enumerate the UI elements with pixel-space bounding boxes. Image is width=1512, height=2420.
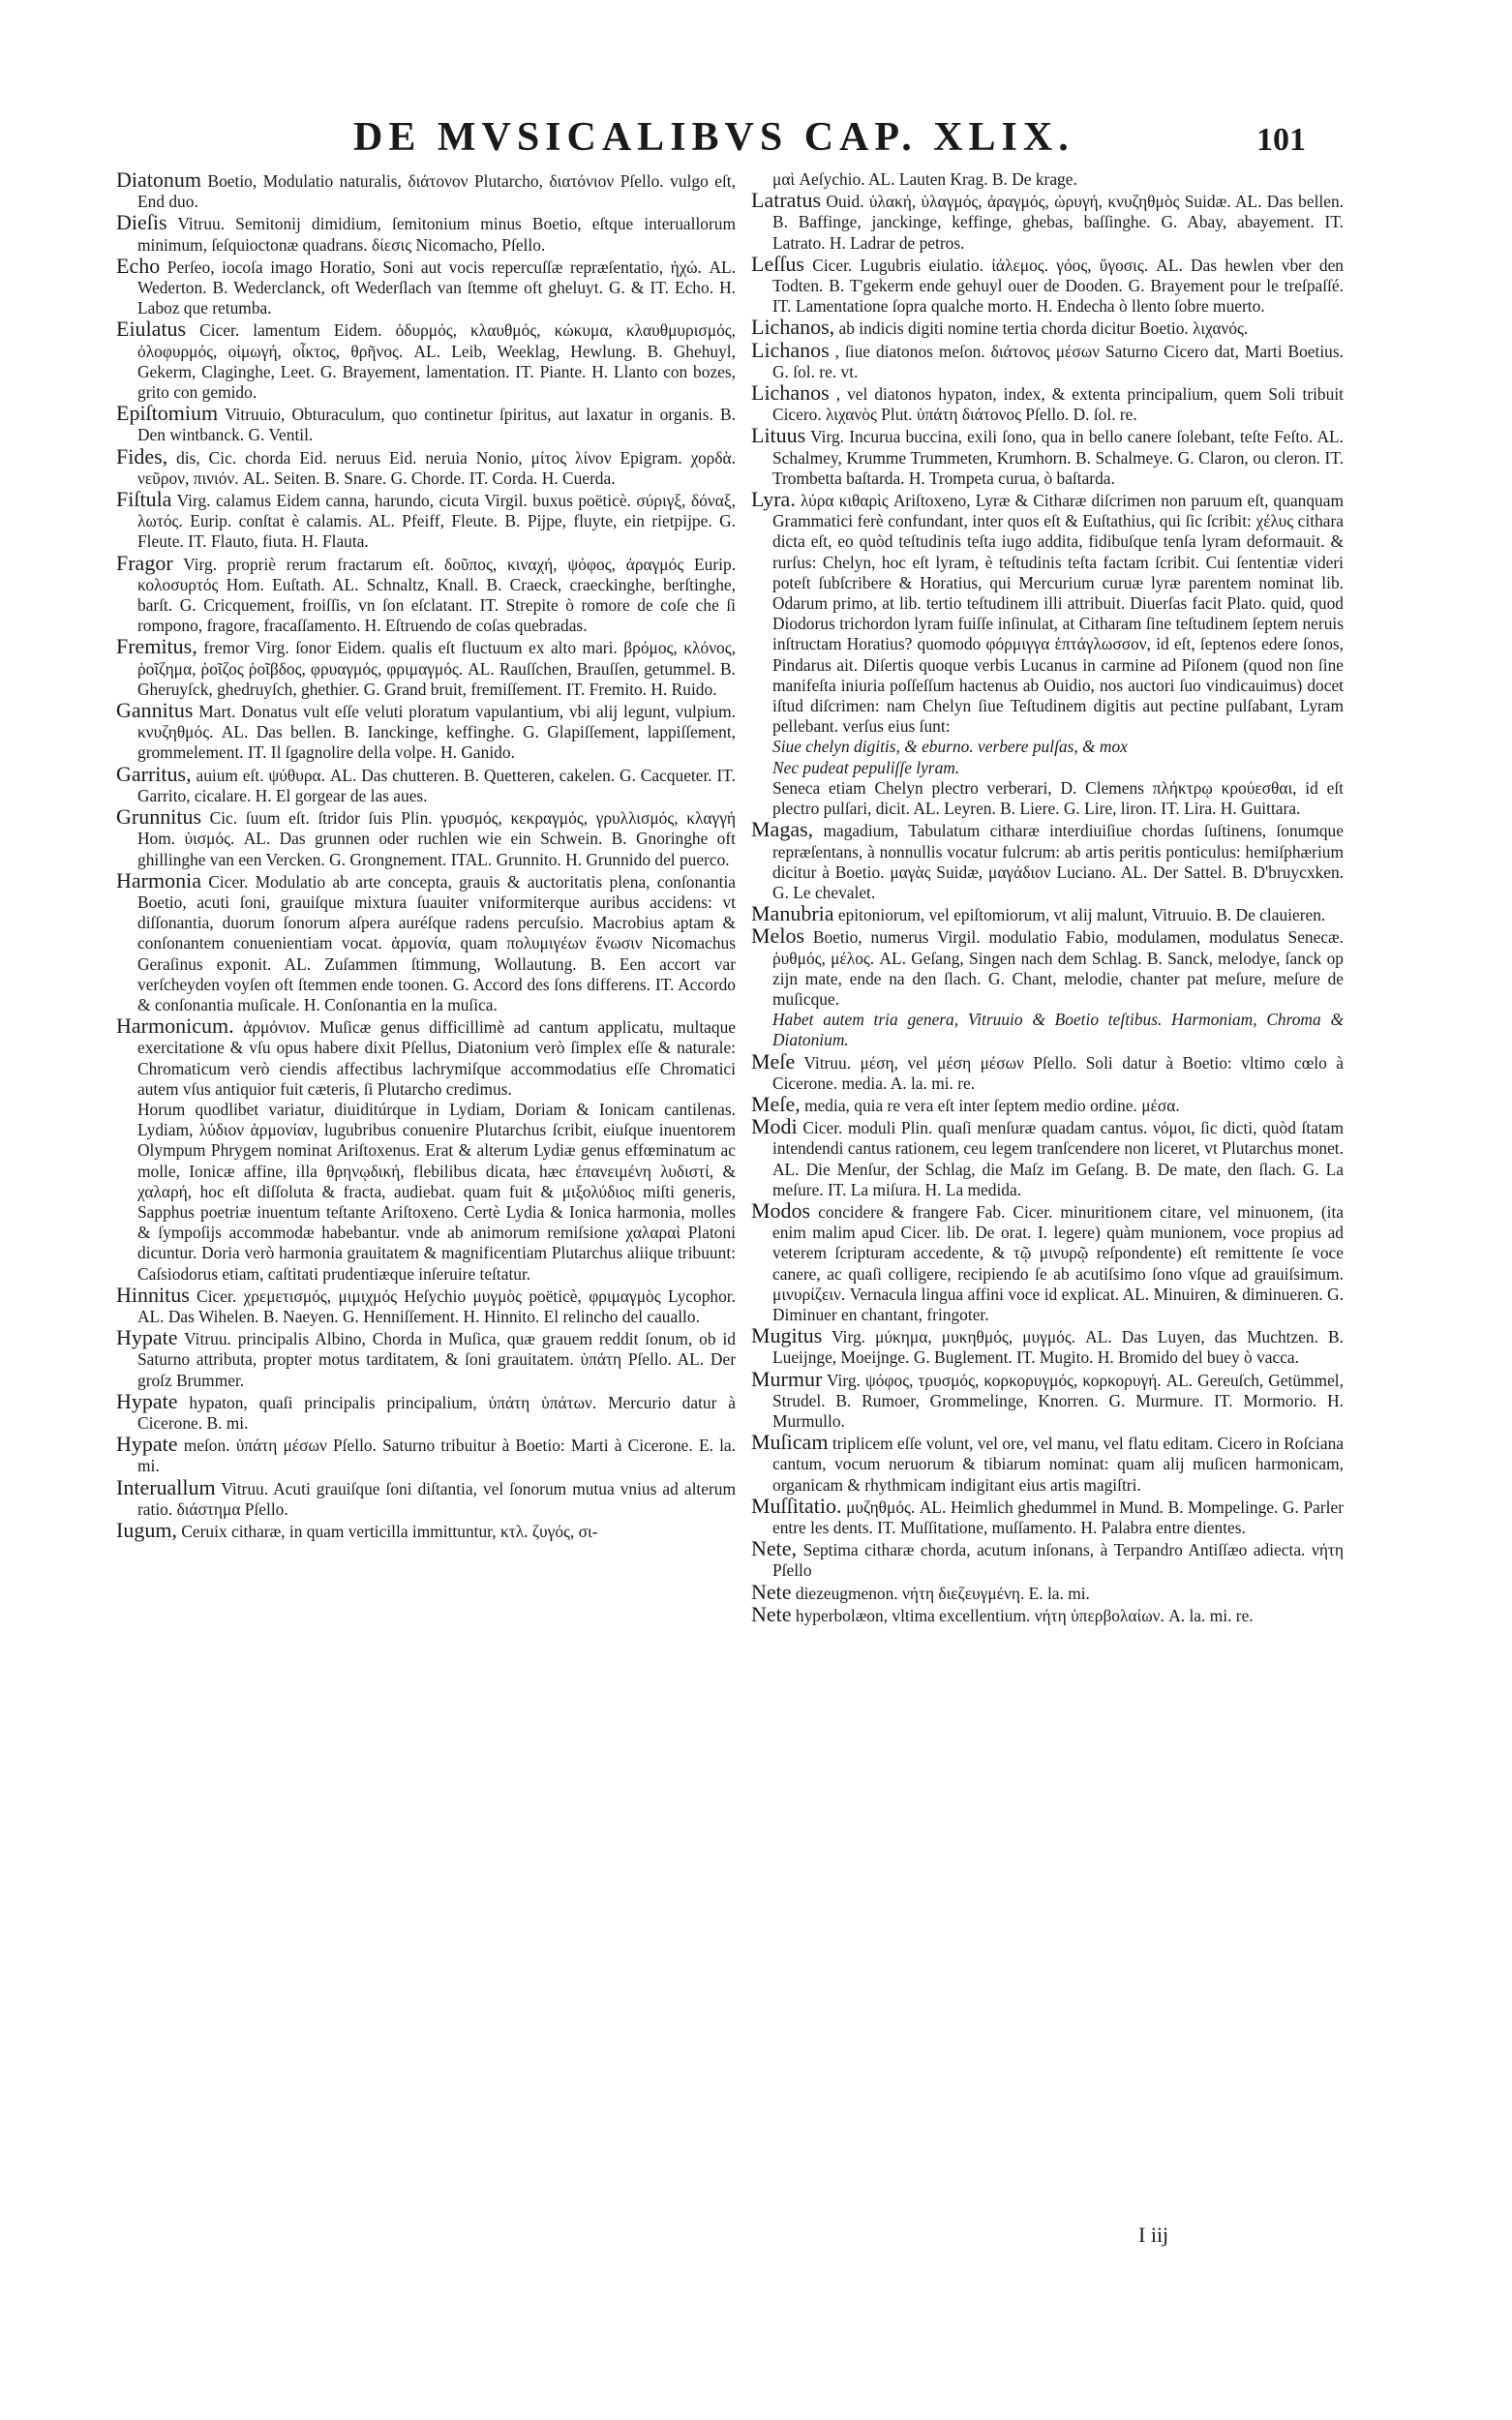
left-column	[116, 169, 736, 1542]
signature-mark: I iij	[1138, 2223, 1169, 2247]
entry-headword: Mugitus	[751, 1323, 823, 1348]
entry-definition: fremor Virg. ſonor Eidem. qualis eſt fluctuum ex alto mari. βρόμος, κλόνος, ῥοῖζημα, ῥοῖζος ῥοῖβδος, φρυαγμός, φριμαγμός. AL. Rauſſchen, Brauſſen, getummel. B. Gheruyſck, ghedruyſch, ghethier. G. Grand bruit, fremiſſement. IT. Fremito. H. Ruido.	[137, 638, 736, 699]
dictionary-entry	[116, 1327, 736, 1391]
entry-definition: ab indicis digiti nomine tertia chorda dicitur Boetio. λιχανός.	[838, 318, 1249, 339]
page-number: 101	[1256, 122, 1306, 158]
dictionary-entry	[116, 489, 736, 553]
entry-definition: Habet autem tria genera, Vitruuio & Boetio teſtibus. Harmoniam, Chroma & Diatonium.	[772, 1010, 1344, 1050]
entry-definition: Vitruu. principalis Albino, Chorda in Muſica, quæ grauem reddit ſonum, ob id Saturno attributa, propter motus tarditatem, & ſoni grauitatem. ὑπάτη Pſello. AL. Der groſz Brummer.	[137, 1329, 736, 1390]
entry-headword: Nete	[751, 1579, 792, 1604]
dictionary-entry	[116, 1434, 736, 1476]
entry-headword: Lichanos	[751, 380, 830, 406]
entry-definition: Cicer. χρεμετισμός, μιμιχμός Heſychio μυγμὸς poëticè, φριμαγμὸς Lycophor. AL. Das Wihelen. B. Naeyen. G. Henniſſement. H. Hinnito. El relincho del cauallo.	[137, 1286, 736, 1326]
entry-headword: Lituus	[751, 423, 806, 448]
entry-definition: Ceruix citharæ, in quam verticilla immittuntur, κτλ. ζυγός, σι-	[181, 1522, 598, 1541]
dictionary-entry	[751, 1366, 1344, 1433]
dictionary-entry	[751, 1493, 1344, 1538]
dictionary-entry	[116, 403, 736, 445]
entry-definition: auium eſt. ψύθυρα. AL. Das chutteren. B. Quetteren, cakelen. G. Cacqueter. IT. Garrito, cicalare. H. El gorgear de las aues.	[137, 765, 736, 805]
entry-definition: ἁρμόνιον. Muſicæ genus difficillimè ad cantum applicatu, multaque exercitatione & vſu opus habere dixit Pſellus, Diatonium verò ſimplex eſſe & naturale: Chromaticum verò ciendis affectibus lachrymiſque accommodatius eſſe Chromatici autem vſus antiquior fuit cæteris, ſi Plutarcho credimus.	[137, 1017, 736, 1099]
entry-definition: Virg. propriè rerum fractarum eſt. δοῦπος, κιναχή, ψόφος, ἀραγμός Eurip. κολοσυρτός Hom. Euſtath. AL. Schnaltz, Knall. B. Craeck, craeckinghe, berſtinghe, barſt. G. Cricquement, froiſſis, vn ſon eſclatant. IT. Strepite ò romore de coſe che ſi rompono, fragore, fracaſſamento. H. Eſtruendo de coſas quebradas.	[137, 554, 736, 636]
dictionary-entry	[116, 1474, 736, 1520]
entry-headword: Lyra.	[751, 487, 796, 512]
entry-definition: , ſiue diatonos meſon. διάτονος μέσων Saturno Cicero dat, Marti Boetius. G. ſol. re. vt.	[772, 341, 1344, 381]
entry-headword: Lichanos	[751, 337, 830, 362]
entry-headword: Lichanos,	[751, 315, 835, 340]
entry-definition: Vitruu. Acuti grauiſque ſoni diſtantia, vel ſonorum mutua vnius ad alterum ratio. διάστημα Pſello.	[137, 1478, 736, 1519]
dictionary-entry	[751, 1116, 1344, 1200]
dictionary-entry	[751, 169, 1344, 190]
dictionary-entry	[751, 1538, 1344, 1581]
entry-headword: Muſſitatio.	[751, 1493, 842, 1518]
dictionary-entry	[116, 636, 736, 700]
dictionary-entry	[751, 1601, 1344, 1626]
entry-definition: media, quia re vera eſt inter ſeptem medio ordine. μέσα.	[804, 1095, 1180, 1115]
dictionary-entry	[751, 1197, 1344, 1325]
entry-headword: Gannitus	[116, 698, 194, 723]
dictionary-entry	[116, 1100, 736, 1285]
entry-definition: triplicem eſſe volunt, vel ore, vel manu, vel flatu editam. Cicero in Roſciana cantum, vocum neruorum & tibiarum nominat: quam alij muſicen harmonicam, organicam & rhythmicam indigitant eius artis magiſtri.	[772, 1434, 1344, 1495]
dictionary-entry	[751, 1010, 1344, 1050]
dictionary-entry	[751, 251, 1344, 318]
entry-definition: concidere & frangere Fab. Cicer. minuritionem citare, vel minuonem, (ita enim malim apud Cicer. lib. De orat. I. legere) quàm munionem, voce propius ad veterem ſcripturam accedente, & τῷ μινυρῷ reſpondente) eſt remittente ſe voce canere, ac quaſi colligere, recipiendo ſe ab acutiſsimo ſono vſque ad grauiſsimum. μινυρίζειν. Vernacula lingua affini voce id explicat. AL. Minuiren, & diminueren. G. Diminuer en chantant, fringoter.	[772, 1201, 1344, 1324]
entry-definition: Cicer. moduli Plin. quaſi menſuræ quadam cantus. νόμοι, ſic dicti, quòd ſtatam intendendi cantus rationem, ceu legem tranſcendere non liceret, vt Plutarchus monet. AL. Die Menſur, der Schlag, die Maſz im Geſang. B. De mate, den ſlach. G. La meſure. IT. La miſura. H. La medida.	[772, 1118, 1344, 1199]
entry-definition: μαὶ Aeſychio. AL. Lauten Krag. B. De krage.	[772, 169, 1077, 189]
entry-definition: dis, Cic. chorda Eid. neruus Eid. neruia Nonio, μίτος λίνον Epigram. χορδὰ. νεῦρον, πινιόν. AL. Seiten. B. Snare. G. Chorde. IT. Corda. H. Cuerda.	[137, 447, 736, 488]
entry-headword: Nete,	[751, 1536, 798, 1561]
entry-definition: diezeugmenon. νήτη διεζευγμένη. E. la. mi.	[795, 1583, 1090, 1603]
entry-definition: Boetio, numerus Virgil. modulatio Fabio, modulamen, modulatus Senecæ. ῥυθμός, μέλος. AL. Geſang, Singen nach dem Schlag. B. Sanck, melodye, ſanck op zijn mate, ende na den ſlach. G. Chant, melodie, chanter pat meſure, meſure de muſicque.	[772, 927, 1344, 1009]
entry-headword: Dieſis	[116, 210, 167, 235]
dictionary-entry	[116, 169, 736, 212]
entry-headword: Harmonicum.	[116, 1013, 234, 1039]
entry-headword: Meſe	[751, 1048, 796, 1074]
entry-headword: Latratus	[751, 188, 822, 213]
entry-definition: Siue chelyn digitis, & eburno. verbere pulſas, & mox	[772, 737, 1128, 757]
dictionary-entry	[751, 190, 1344, 254]
dictionary-entry	[116, 1282, 736, 1327]
entry-headword: Meſe,	[751, 1091, 801, 1116]
entry-definition: magadium, Tabulatum citharæ interdiuiſiue chordas ſuſtinens, ſonumque repræſentans, à nonnullis vocatur fulcrum: ab artis peritis ponticulus: hemiſphærium dicitur à Boetio. μαγὰς Suidæ, μαγάδιον Luciano. AL. Der Sattel. B. D'bruycxken. G. Le chevalet.	[772, 821, 1344, 902]
entry-headword: Murmur	[751, 1366, 823, 1391]
dictionary-entry	[116, 443, 736, 489]
dictionary-entry	[116, 1520, 736, 1542]
entry-headword: Fides,	[116, 443, 168, 469]
dictionary-entry	[751, 925, 1344, 1010]
entry-definition: Virg. calamus Eidem canna, harundo, cicuta Virgil. buxus poëticè. σύριγξ, δόναξ, λωτός. Eurip. conſtat è calamis. AL. Pfeiff, Fleute. B. Pijpe, fluyte, ein rietpijpe. G. Fleute. IT. Flauto, fiuta. H. Flauta.	[137, 491, 736, 552]
entry-definition: Virg. Incurua buccina, exili ſono, qua in bello canere ſolebant, teſte Feſto. AL. Schalmey, Krumme Trummeten, Krumhorn. B. Schalmeye. G. Claron, ou cleron. IT. Trombetta baſtarda. H. Trompeta curua, ò baſtarda.	[772, 427, 1344, 488]
dictionary-entry	[751, 1579, 1344, 1604]
entry-definition: λύρα κιθαρὶς Ariſtoxeno, Lyræ & Citharæ diſcrimen non paruum eſt, quanquam Grammatici ferè confundant, inter quos eſt & Euſtathius, qui ſic ſcribit: χέλυς cithara dicta eſt, eo quòd teſtudinis teſta iugo addita, fidibuſque tenſa lyram deformauit. & rurſus: Chelyn, hoc eſt lyram, è teſtudinis teſta factam ſcribit. Cui ſententiæ videri poteſt ſubſcribere & Horatius, qui Mercurium curuæ lyræ parentem nominat lib. Odarum primo, at lib. tertio teſtudinem illi attribuit. Diuerſas facit Plato. quid, quod Diodorus trichordon lyram fuiſſe inſinulat, at Citharam ſine teſtudinem ſeptem neruis inſtructam Horatius? quomodo φόρμιγγα ἑπτάγλωσσον, id eſt, ſeptenos edere ſonos, Pindarus ait. Diſertis quoque verbis Lucanus in carmine ad Piſonem (quod non ſine manifeſta iniuria poſſeſſum hactenus ab Ouidio, nos auctori ſuo vindicauimus) docet iſtud diſcrimen: nam Chelyn ſiue Teſtudinem digitis aut pectine pulſabant, Lyram pellebant. verſus eius ſunt:	[772, 491, 1344, 737]
entry-definition: Vitruu. μέση, vel μέση μέσων Pſello. Soli datur à Boetio: vltimo cœlo à Cicerone. media. A. la. mi. re.	[772, 1052, 1344, 1093]
entry-headword: Hypate	[116, 1325, 178, 1350]
entry-headword: Hypate	[116, 1432, 178, 1457]
dictionary-entry	[751, 425, 1344, 489]
entry-definition: , vel diatonos hypaton, index, & extenta principalium, quem Soli tribuit Cicero. λιχανὸς Plut. ὑπάτη διάτονος Pſello. D. ſol. re.	[772, 384, 1344, 425]
entry-headword: Echo	[116, 253, 161, 278]
entry-headword: Fragor	[116, 550, 173, 575]
dictionary-entry	[116, 1015, 736, 1100]
entry-headword: Garritus,	[116, 761, 192, 786]
dictionary-entry	[751, 778, 1344, 819]
entry-definition: Boetio, Modulatio naturalis, διάτονον Plutarcho, διατόνιον Pſello. vulgo eſt, End duo.	[137, 171, 736, 212]
entry-definition: Cicer. Lugubris eiulatio. ἰάλεμος. γόος, ὕγοσις. AL. Das hewlen vber den Todten. B. T'gekerm ende gehuyl ouer de Dooden. G. Brayement pour le treſpaſſé. IT. Lamentatione ſopra qualche morto. H. Endecha ò llento ſobre muerto.	[772, 255, 1344, 317]
dictionary-entry	[116, 212, 736, 255]
entry-definition: Cicer. lamentum Eidem. ὀδυρμός, κλαυθμός, κώκυμα, κλαυθμυρισμός, ὀλοφυρμός, οἰμωγή, οἶκτος, θρῆνος. AL. Leib, Weeklag, Hewlung. B. Ghehuyl, Gekerm, Claginghe, Leet. G. Brayement, lamentation. IT. Piante. H. Llanto con bozes, grito con gemido.	[137, 320, 737, 403]
entry-definition: Mart. Donatus vult eſſe veluti ploratum vapulantium, vbi alij legunt, vulpium. κνυζηθμός. AL. Das bellen. B. Ianckinge, keffinghe. G. Glapiſſement, lappiſſement, grommelement. IT. Il ſgagnolire della volpe. H. Ganido.	[137, 702, 736, 763]
running-title: DE MVSICALIBVS CAP. XLIX.	[353, 115, 1074, 160]
entry-headword: Diatonum	[116, 167, 201, 192]
entry-headword: Muſicam	[751, 1430, 829, 1455]
entry-definition: Perſeo, iocoſa imago Horatio, Soni aut vocis repercuſſæ repræſentatio, ἠχώ. AL. Wederton. B. Wederclanck, oft Wederſlach van ſtemme oft gheluyt. G. & IT. Echo. H. Laboz que retumba.	[137, 257, 736, 318]
entry-definition: Vitruu. Semitonij dimidium, ſemitonium minus Boetio, eſtque interuallorum minimum, ſeſquioctonæ quadrans. δίεσις Nicomacho, Pſello.	[137, 214, 736, 255]
entry-headword: Hypate	[116, 1388, 178, 1413]
entry-headword: Fremitus,	[116, 634, 197, 659]
dictionary-entry	[116, 1388, 736, 1434]
dictionary-entry	[751, 317, 1344, 339]
entry-headword: Leſſus	[751, 251, 804, 276]
entry-definition: meſon. ὑπάτη μέσων Pſello. Saturno tribuitur à Boetio: Marti à Cicerone. E. la. mi.	[137, 1436, 737, 1476]
dictionary-entry	[751, 1325, 1344, 1368]
dictionary-entry	[751, 1432, 1344, 1496]
dictionary-entry	[751, 1091, 1344, 1116]
entry-headword: Magas,	[751, 817, 814, 842]
entry-definition: Septima citharæ chorda, acutum inſonans, à Terpandro Antiſſæo adiecta. νήτη Pſello	[772, 1540, 1344, 1581]
dictionary-entry	[116, 700, 736, 764]
dictionary-entry	[116, 806, 736, 870]
dictionary-entry	[751, 819, 1344, 903]
entry-definition: μυζηθμός. AL. Heimlich ghedummel in Mund. B. Mompelinge. G. Parler entre les dents. IT. Muſſitatione, muſſamento. H. Palabra entre dientes.	[772, 1497, 1344, 1537]
dictionary-entry	[751, 737, 1344, 757]
entry-definition: Horum quodlibet variatur, diuiditúrque in Lydiam, Doriam & Ionicam cantilenas. Lydiam, λύδιον ἁρμονίαν, lugubribus conuenire Plutarchus ſcribit, eiuſque inuentorem Olympum Phrygem nominat Ariſtoxenus. Erat & alterum Lydiæ genus effœminatum ac molle, Ionicæ affine, illa θρηνῳδική, flebilibus dicata, hæc ἐπανειμένη λυδιστί, & χαλαρή, hoc eſt diſſoluta & fracta, audiebat. quam fuit & μιξολύδιος miſti generis, Sapphus poetriæ inuentum teſtante Ariſtoxeno. Certè Lydia & Ionica harmonia, molles & ſympoſijs accommodæ habebantur. vnde ab animorum remiſsione χαλαραὶ Platoni dicuntur. Doria verò harmonia grauitatem & magnificentiam Plutarchus aliique tribuunt: Caſsiodorus etiam, caſtitati prudentiæque inſeruire teſtatur.	[137, 1099, 736, 1284]
dictionary-entry	[751, 489, 1344, 737]
entry-definition: Seneca etiam Chelyn plectro verberari, D. Clemens πλήκτρῳ κρούεσθαι, id eſt plectro pulſari, dicit. AL. Leyren. B. Liere. G. Lire, liron. IT. Lira. H. Guittara.	[772, 777, 1344, 819]
entry-headword: Grunnitus	[116, 804, 201, 830]
dictionary-entry	[116, 253, 736, 319]
right-column	[751, 169, 1344, 1626]
dictionary-entry	[116, 761, 736, 806]
dictionary-entry	[751, 1048, 1344, 1094]
entry-headword: Harmonia	[116, 867, 201, 892]
entry-headword: Hinnitus	[116, 1282, 190, 1307]
entry-definition: Nec pudeat pepuliſſe lyram.	[772, 757, 960, 777]
entry-definition: Ouid. ὑλακή, ὑλαγμός, ἀραγμός, ὠρυγή, κνυζηθμὸς Suidæ. AL. Das bellen. B. Baffinge, janckinge, keffinge, ghebas, baſſinghe. G. Abay, abayement. IT. Latrato. H. Ladrar de petros.	[772, 192, 1344, 253]
entry-headword: Interuallum	[116, 1474, 216, 1499]
dictionary-entry	[751, 382, 1344, 425]
entry-headword: Fiſtula	[116, 487, 172, 512]
entry-definition: Virg. ψόφος, τρυσμός, κορκορυγμός, κορκορυγή. AL. Gereuſch, Getümmel, Strudel. B. Rumoer, Grommelinge, Knorren. G. Murmure. IT. Mormorio. H. Murmullo.	[772, 1370, 1344, 1431]
entry-headword: Modi	[751, 1114, 798, 1139]
dictionary-entry	[116, 550, 736, 637]
entry-headword: Modos	[751, 1197, 811, 1223]
entry-headword: Eiulatus	[116, 317, 187, 342]
entry-headword: Melos	[751, 923, 804, 949]
entry-headword: Nete	[751, 1601, 792, 1626]
entry-headword: Iugum,	[116, 1518, 177, 1542]
entry-definition: hypaton, quaſi principalis principalium, ὑπάτη ὑπάτων. Mercurio datur à Cicerone. B. mi.	[137, 1392, 736, 1433]
dictionary-entry	[751, 903, 1344, 925]
entry-definition: epitoniorum, vel epiſtomiorum, vt alij malunt, Vitruuio. B. De clauieren.	[837, 905, 1326, 925]
entry-headword: Manubria	[751, 901, 834, 926]
dictionary-entry	[116, 318, 736, 403]
dictionary-entry	[751, 758, 1344, 778]
dictionary-entry	[116, 867, 736, 1015]
entry-definition: hyperbolæon, vltima excellentium. νήτη ὑπερβολαίων. A. la. mi. re.	[795, 1605, 1254, 1625]
dictionary-entry	[751, 337, 1344, 382]
entry-headword: Epiſtomium	[116, 401, 219, 426]
entry-definition: Cic. ſuum eſt. ſtridor ſuis Plin. γρυσμός, κεκραγμός, γρυλλισμός, κλαγγή Hom. ὑισμός. AL. Das grunnen oder ruchlen wie ein Schwein. B. Gnoringhe oft ghillinghe van een Vercken. G. Grongnement. ITAL. Grunnito. H. Grunnido del puerco.	[137, 808, 736, 869]
entry-definition: Virg. μύκημα, μυκηθμός, μυγμός. AL. Das Luyen, das Muchtzen. B. Lueijnge, Moeijnge. G. Buglement. IT. Mugito. H. Bromido del buey ò vacca.	[772, 1327, 1344, 1368]
entry-definition: Cicer. Modulatio ab arte concepta, grauis & auctoritatis plena, conſonantia Boetio, acuti ſoni, grauiſque mixtura ſuauiter vniformiterque auribus accidens: vt diſſonantia, duorum ſonorum aſpera auréſque radens percuſsio. Macrobius aptam & conſonantem conuenientiam vocat. ἁρμονία, quam πολυμιγέων ἕνωσιν Nicomachus Geraſinus exponit. AL. Zuſammen ſtimmung, Wollautung. B. Een accort var verſcheyden voyſen oft ſtemmen ende toonen. G. Accord des ſons differens. IT. Accordo & conſonantia muſicale. H. Conſonantia en la muſica.	[137, 871, 736, 1014]
entry-definition: Vitruuio, Obturaculum, quo continetur ſpiritus, aut laxatur in organis. B. Den wintbanck. G. Ventil.	[137, 405, 736, 445]
page-header	[0, 114, 1512, 172]
